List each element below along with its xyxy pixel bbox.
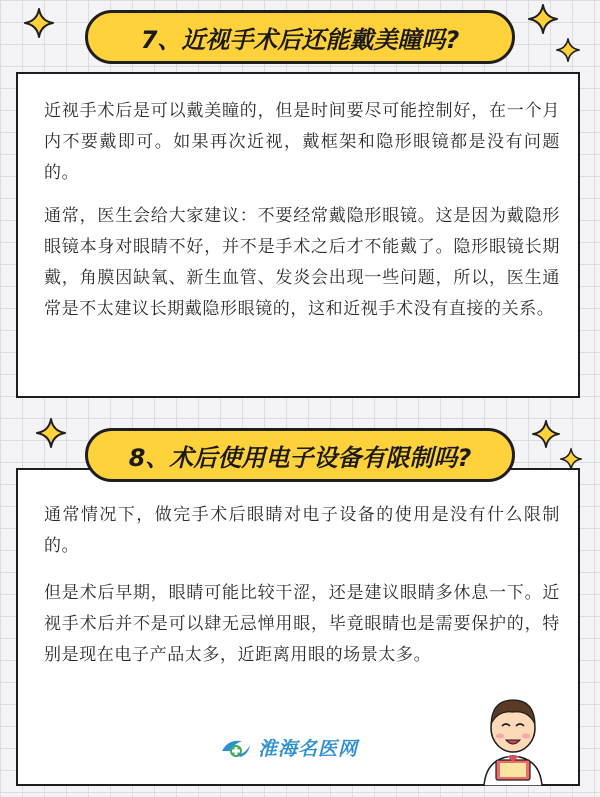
section-8-paragraph-2: 但是术后早期，眼睛可能比较干涩，还是建议眼睛多休息一下。近视手术后并不是可以肆无忌惮用眼，毕竟眼睛也是需要保护的，特别是现在电子产品太多，近距离用眼的场景太多。 (44, 583, 560, 665)
logo-icon (220, 735, 252, 761)
section-7-card (16, 72, 580, 398)
section-8-heading: 8、术后使用电子设备有限制吗? (85, 428, 515, 482)
brand-name: 淮海名医网 (258, 738, 359, 760)
section-7-heading: 7、近视手术后还能戴美瞳吗? (85, 10, 515, 64)
sparkle-icon (24, 8, 54, 38)
sparkle-icon (560, 448, 582, 470)
section-7-paragraph-2: 通常，医生会给大家建议：不要经常戴隐形眼镜。这是因为戴隐形眼镜本身对眼睛不好，并不是手术之后才不能戴了。隐形眼镜长期戴，角膜因缺氧、新生血管、发炎会出现一些问题，所以，医生通常是不太建议长期戴隐形眼镜的，这和近视手术没有直接的关系。 (44, 206, 560, 319)
sparkle-icon (36, 418, 66, 448)
sparkle-icon (556, 38, 580, 62)
doctor-illustration (478, 686, 548, 786)
section-8-paragraph-1: 通常情况下，做完手术后眼睛对电子设备的使用是没有什么限制的。 (44, 505, 560, 556)
sparkle-icon (532, 420, 560, 448)
brand-logo (220, 734, 358, 761)
sparkle-icon (528, 4, 558, 34)
section-7-paragraph-1: 近视手术后是可以戴美瞳的，但是时间要尽可能控制好，在一个月内不要戴即可。如果再次近视，戴框架和隐形眼镜都是没有问题的。 (44, 101, 560, 183)
